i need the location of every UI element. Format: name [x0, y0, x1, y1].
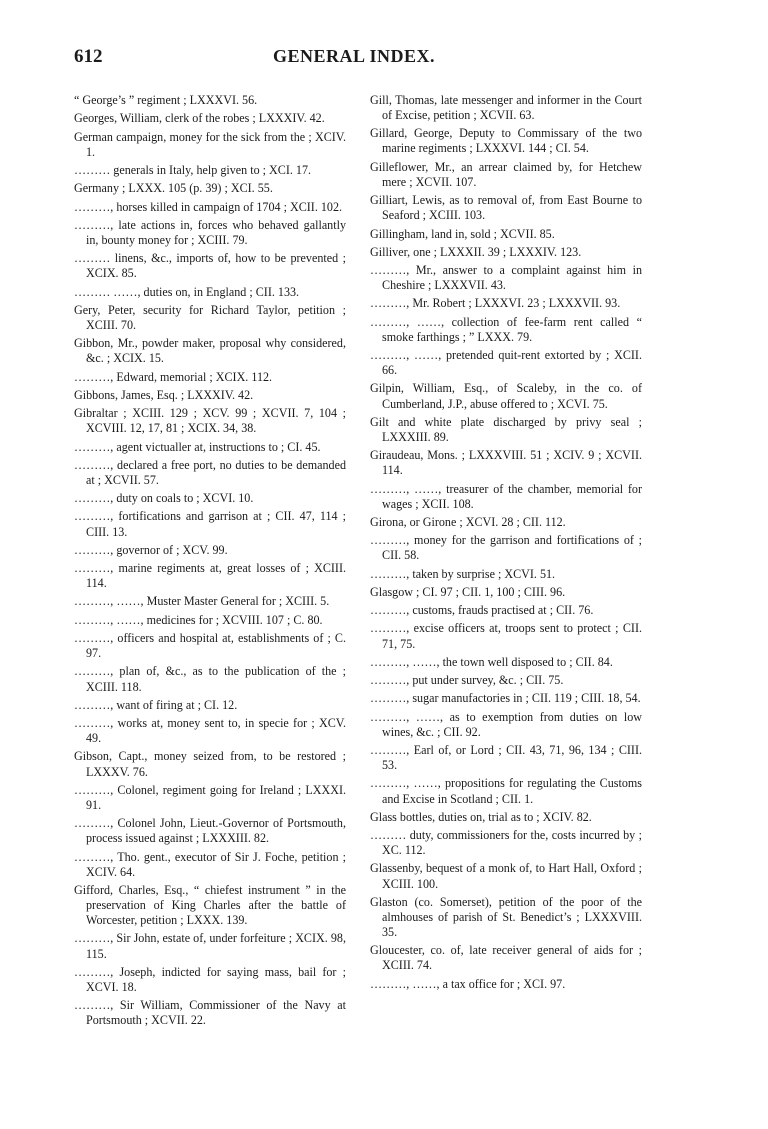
index-entry: Georges, William, clerk of the robes ; LXXXIV. 42. [74, 111, 325, 126]
index-entry: Gery, Peter, security for Richard Taylor, petition ; XCIII. 70. [74, 302, 346, 332]
index-entry: German campaign, money for the sick from the ; XCIV. 1. [74, 129, 346, 159]
index-entry: ………, Tho. gent., executor of Sir J. Foche, petition ; XCIV. 64. [74, 849, 346, 879]
index-entry: Gill, Thomas, late messenger and informer in the Court of Excise, petition ; XCVII. 63. [370, 93, 642, 123]
index-entry: ………, money for the garrison and fortifications of ; CII. 58. [370, 533, 642, 563]
index-entry: ………, ……, propositions for regulating the Customs and Excise in Scotland ; CII. 1. [370, 776, 642, 806]
index-entry: ………, Sir John, estate of, under forfeiture ; XCIX. 98, 115. [74, 931, 346, 961]
index-entry: Gilleflower, Mr., an arrear claimed by, for Hetchew mere ; XCVII. 107. [370, 159, 642, 189]
running-title: GENERAL INDEX. [272, 46, 436, 66]
index-entry: ………, put under survey, &c. ; CII. 75. [370, 673, 564, 688]
index-entry: Gillingham, land in, sold ; XCVII. 85. [370, 226, 555, 241]
index-column-right [370, 93, 642, 995]
index-entry: ……… generals in Italy, help given to ; XCI. 17. [74, 162, 312, 177]
index-entry: Gibbons, James, Esq. ; LXXXIV. 42. [74, 387, 254, 402]
index-entry: ………, ……, collection of fee-farm rent called “ smoke farthings ; ” LXXX. 79. [370, 314, 642, 344]
index-entry: ………, governor of ; XCV. 99. [74, 542, 228, 557]
index-entry: ………, declared a free port, no duties to be demanded at ; XCVII. 57. [74, 457, 346, 487]
index-entry: Gillard, George, Deputy to Commissary of the two marine regiments ; LXXXVI. 144 ; CI. 54. [370, 126, 642, 156]
index-entry: ………, Edward, memorial ; XCIX. 112. [74, 369, 273, 384]
index-entry: ………, excise officers at, troops sent to protect ; CII. 71, 75. [370, 621, 642, 651]
index-entry: Gibbon, Mr., powder maker, proposal why considered, &c. ; XCIX. 15. [74, 336, 346, 366]
index-entry: Girona, or Girone ; XCVI. 28 ; CII. 112. [370, 514, 566, 529]
index-entry: ………, ……, medicines for ; XCVIII. 107 ; C. 80. [74, 612, 323, 627]
index-column-left [74, 93, 346, 1032]
index-entry: Gilt and white plate discharged by privy seal ; LXXXIII. 89. [370, 414, 642, 444]
index-entry: ………, works at, money sent to, in specie for ; XCV. 49. [74, 716, 346, 746]
index-entry: Gibraltar ; XCIII. 129 ; XCV. 99 ; XCVII. 7, 104 ; XCVIII. 12, 17, 81 ; XCIX. 34, 38. [74, 406, 346, 436]
index-entry: ………, Sir William, Commissioner of the Navy at Portsmouth ; XCVII. 22. [74, 998, 346, 1028]
index-entry: ………, agent victualler at, instructions to ; CI. 45. [74, 439, 321, 454]
index-entry: ………, ……, as to exemption from duties on low wines, &c. ; CII. 92. [370, 709, 642, 739]
index-entry: Glaston (co. Somerset), petition of the poor of the almhouses of parish of St. Benedict’s ; LXXXVIII. 35. [370, 894, 642, 940]
index-entry: ………, officers and hospital at, establishments of ; C. 97. [74, 631, 346, 661]
index-entry: ………, Mr. Robert ; LXXXVI. 23 ; LXXXVII. 93. [370, 296, 621, 311]
index-entry: Gifford, Charles, Esq., “ chiefest instrument ” in the preservation of King Charles after the battle of Worcester, petition ; LXXX. 139. [74, 882, 346, 928]
index-entry: ………, ……, treasurer of the chamber, memorial for wages ; XCII. 108. [370, 481, 642, 511]
index-entry: Gibson, Capt., money seized from, to be restored ; LXXXV. 76. [74, 749, 346, 779]
index-entry: Glass bottles, duties on, trial as to ; XCIV. 82. [370, 809, 592, 824]
index-entry: ………, Colonel, regiment going for Ireland ; LXXXI. 91. [74, 782, 346, 812]
index-entry: ………, ……, the town well disposed to ; CII. 84. [370, 654, 613, 669]
index-entry: ………, plan of, &c., as to the publication of the ; XCIII. 118. [74, 664, 346, 694]
index-entry: Gilpin, William, Esq., of Scaleby, in the co. of Cumberland, J.P., abuse offered to ; XCVI. 75. [370, 381, 642, 411]
index-entry: ………, Joseph, indicted for saying mass, bail for ; XCVI. 18. [74, 964, 346, 994]
index-entry: ………, fortifications and garrison at ; CII. 47, 114 ; CIII. 13. [74, 509, 346, 539]
index-entry: ………, sugar manufactories in ; CII. 119 ; CIII. 18, 54. [370, 691, 641, 706]
index-entry: Gilliart, Lewis, as to removal of, from East Bourne to Seaford ; XCIII. 103. [370, 193, 642, 223]
index-entry: ………, late actions in, forces who behaved gallantly in, bounty money for ; XCIII. 79. [74, 217, 346, 247]
index-entry: Glasgow ; CI. 97 ; CII. 1, 100 ; CIII. 96. [370, 584, 566, 599]
index-entry: ……… duty, commissioners for the, costs incurred by ; XC. 112. [370, 828, 642, 858]
index-entry: “ George’s ” regiment ; LXXXVI. 56. [74, 93, 258, 107]
page-header [74, 46, 634, 72]
index-entry: ………, Mr., answer to a complaint against him in Cheshire ; LXXXVII. 43. [370, 263, 642, 293]
index-entry: ……… ……, duties on, in England ; CII. 133. [74, 284, 300, 299]
page-number: 612 [74, 46, 103, 67]
index-entry: ………, horses killed in campaign of 1704 ; XCII. 102. [74, 199, 343, 214]
index-entry: ………, ……, Muster Master General for ; XCIII. 5. [74, 594, 330, 609]
index-entry: ………, ……, a tax office for ; XCI. 97. [370, 976, 566, 991]
index-entry: ………, customs, frauds practised at ; CII. 76. [370, 603, 594, 618]
index-entry: ………, Earl of, or Lord ; CII. 43, 71, 96, 134 ; CIII. 53. [370, 743, 642, 773]
index-entry: ………, ……, pretended quit-rent extorted by ; XCII. 66. [370, 348, 642, 378]
index-entry: ………, marine regiments at, great losses of ; XCIII. 114. [74, 561, 346, 591]
index-entry: Glassenby, bequest of a monk of, to Hart Hall, Oxford ; XCIII. 100. [370, 861, 642, 891]
index-entry: ………, want of firing at ; CI. 12. [74, 697, 238, 712]
index-entry: ………, duty on coals to ; XCVI. 10. [74, 491, 254, 506]
index-entry: Germany ; LXXX. 105 (p. 39) ; XCI. 55. [74, 181, 273, 196]
index-entry: ………, taken by surprise ; XCVI. 51. [370, 566, 556, 581]
index-entry: ………, Colonel John, Lieut.-Governor of Portsmouth, process issued against ; LXXXIII. 82. [74, 816, 346, 846]
index-entry: ……… linens, &c., imports of, how to be prevented ; XCIX. 85. [74, 251, 346, 281]
index-entry: Giraudeau, Mons. ; LXXXVIII. 51 ; XCIV. 9 ; XCVII. 114. [370, 448, 642, 478]
index-entry: Gilliver, one ; LXXXII. 39 ; LXXXIV. 123. [370, 244, 582, 259]
index-entry: Gloucester, co. of, late receiver general of aids for ; XCIII. 74. [370, 943, 642, 973]
